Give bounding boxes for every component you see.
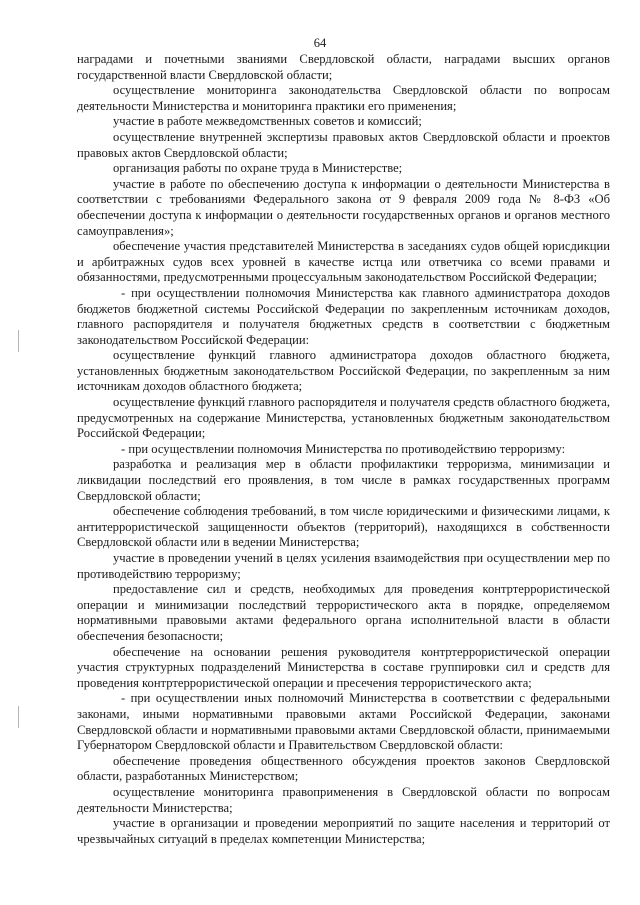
body-text (77, 52, 610, 847)
paragraph: организация работы по охране труда в Министерстве; (113, 161, 403, 176)
paragraph: осуществление внутренней экспертизы правовых актов Свердловской области и проектов правовых актов Свердловской области; (77, 129, 610, 160)
paragraph: предоставление сил и средств, необходимых для проведения контртеррористической операции и минимизации последствий террористического акта в порядке, определяемом нормативными правовыми актами федерального органа исполнительной власти в области обеспечения безопасности; (77, 582, 610, 643)
paragraph: обеспечение на основании решения руководителя контртеррористической операции участия структурных подразделений Министерства в составе группировки сил и средств для проведения контртеррористической операции и пресечения террористического акта; (77, 644, 610, 690)
paragraph: - при осуществлении полномочия Министерства по противодействию терроризму: (121, 441, 566, 456)
paragraph: обеспечение соблюдения требований, в том числе юридическими и физическими лицами, к антитеррористической защищенности объектов (территорий), находящихся в собственности Свердловской области или в ведении Министерства; (77, 504, 610, 550)
paragraph: - при осуществлении иных полномочий Министерства в соответствии с федеральными законами, иными нормативными правовыми актами Российской Федерации, законами Свердловской области и нормативными правовыми актами Свердловской области, принимаемыми Губернатором Свердловской области и Правительством Свердловской области: (77, 691, 610, 753)
paragraph: осуществление мониторинга правоприменения в Свердловской области по вопросам деятельности Министерства; (77, 784, 610, 815)
paragraph: осуществление функций главного администратора доходов областного бюджета, установленных бюджетным законодательством Российской Федерации, по закрепленным за ним источникам доходов областного бюджета; (77, 348, 610, 394)
margin-mark (18, 706, 19, 728)
paragraph: осуществление мониторинга законодательства Свердловской области по вопросам деятельности Министерства и мониторинга практики его применения; (77, 83, 610, 113)
paragraph: - при осуществлении полномочия Министерства как главного администратора доходов бюджетов бюджетной системы Российской Федерации по закрепленным источникам доходов, главного распорядителя и получателя бюджетных средств в соответствии с бюджетным законодательством Российской Федерации: (77, 285, 610, 347)
paragraph: участие в работе межведомственных советов и комиссий; (113, 114, 422, 129)
paragraph: наградами и почетными званиями Свердловской области, наградами высших органов государственной власти Свердловской области; (77, 52, 610, 82)
page-number: 64 (313, 36, 327, 50)
paragraph: осуществление функций главного распорядителя и получателя средств областного бюджета, предусмотренных на содержание Министерства, установленных бюджетным законодательством Российской Федерации; (77, 395, 610, 441)
paragraph: разработка и реализация мер в области профилактики терроризма, минимизации и ликвидации последствий его проявления, в том числе в рамках государственных программ Свердловской области; (77, 457, 610, 503)
paragraph: участие в организации и проведении мероприятий по защите населения и территорий от чрезвычайных ситуаций в пределах компетенции Министерства; (77, 816, 610, 846)
margin-mark (18, 330, 19, 352)
paragraph: участие в проведении учений в целях усиления взаимодействия при осуществлении мер по противодействию терроризму; (77, 551, 610, 581)
paragraph: обеспечение проведения общественного обсуждения проектов законов Свердловской области, разработанных Министерством; (77, 753, 610, 784)
paragraph: участие в работе по обеспечению доступа к информации о деятельности Министерства в соответствии с требованиями Федерального закона от 9 февраля 2009 года № 8-ФЗ «Об обеспечении доступа к информации о деятельности государственных органов и органов местного самоуправления»; (77, 176, 610, 238)
paragraph: обеспечение участия представителей Министерства в заседаниях судов общей юрисдикции и арбитражных судов всех уровней в качестве истца или ответчика со всеми правами и обязанностями, предусмотренными процессуальным законодательством Российской Федерации; (77, 239, 610, 285)
